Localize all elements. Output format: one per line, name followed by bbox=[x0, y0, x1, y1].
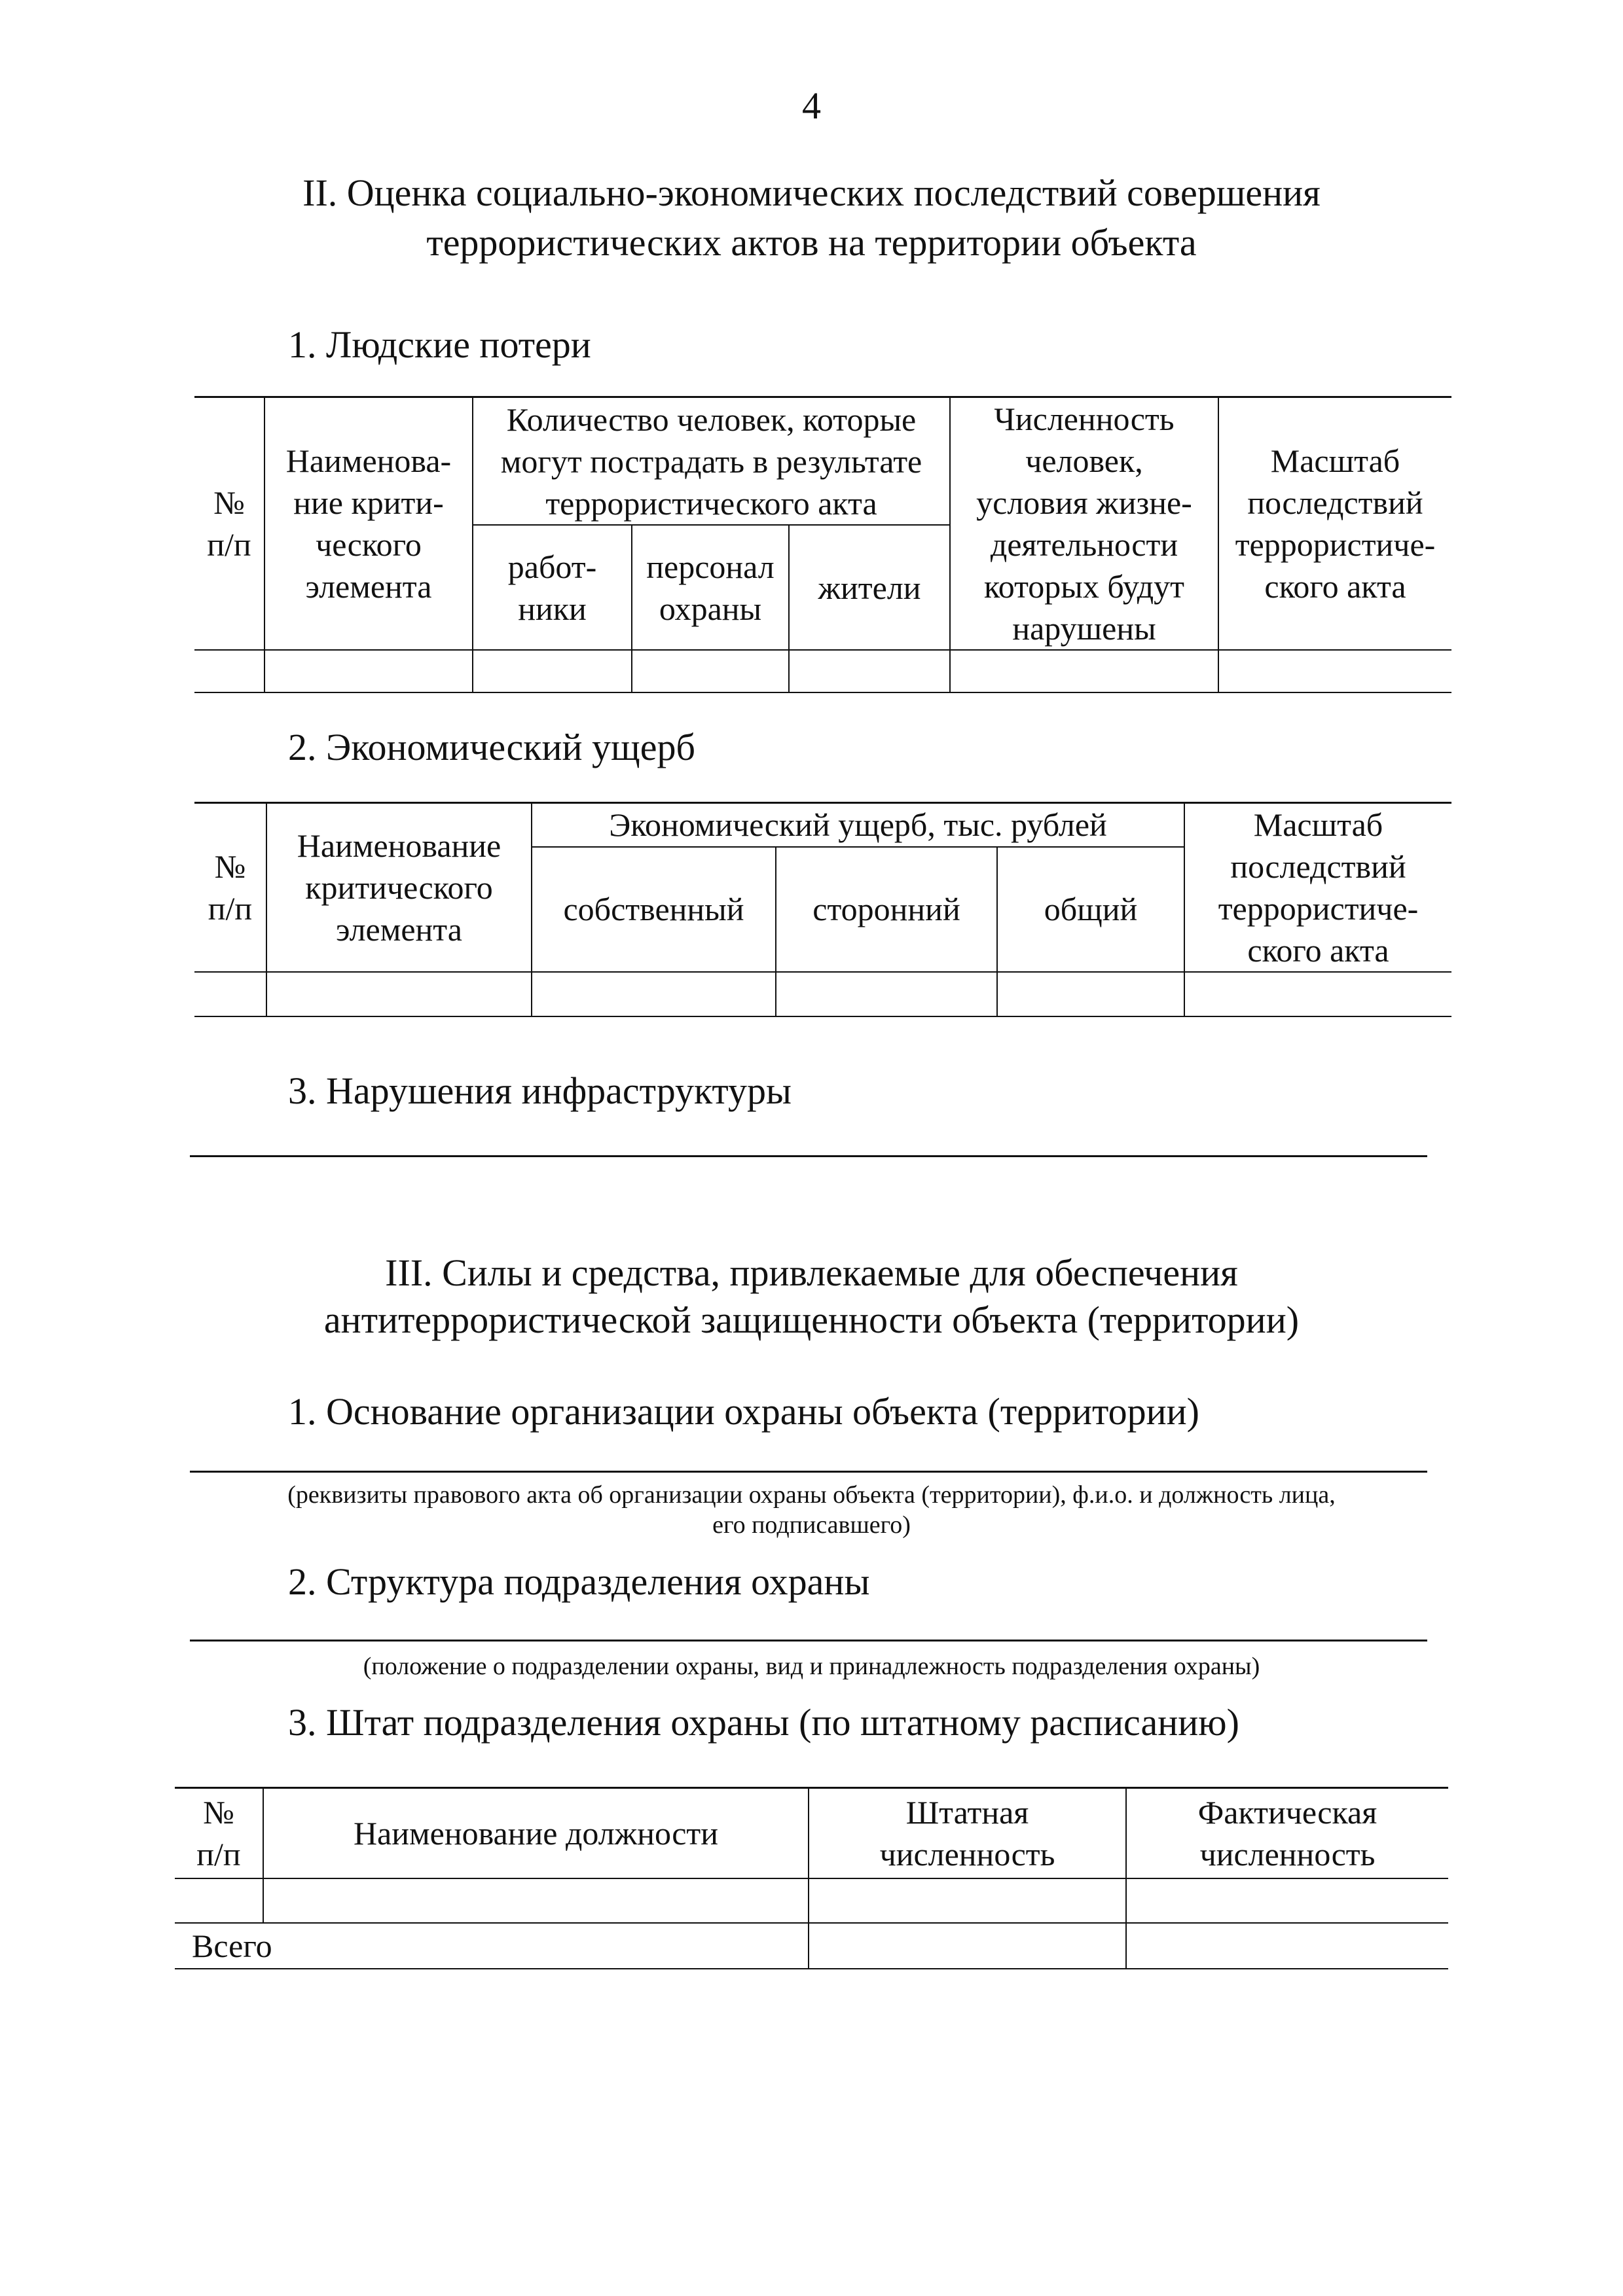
section2-title-line1: II. Оценка социально-экономических последствий совершения bbox=[302, 171, 1321, 214]
subsection-human-losses: 1. Людские потери bbox=[288, 323, 591, 366]
page-number: 4 bbox=[802, 84, 821, 127]
human-losses-table bbox=[194, 396, 1451, 693]
subsection-guard-basis: 1. Основание организации охраны объекта (территории) bbox=[288, 1390, 1199, 1433]
table-cell[interactable] bbox=[1126, 1878, 1448, 1923]
guard-basis-note-line2: его подписавшего) bbox=[712, 1511, 911, 1539]
table-cell[interactable] bbox=[266, 972, 532, 1016]
infrastructure-fill-line[interactable] bbox=[190, 1155, 1427, 1157]
table-row bbox=[194, 972, 1451, 1016]
col-header-scale: Масштаб последствий террористиче- ского акта bbox=[1218, 397, 1451, 651]
col-header-number: № п/п bbox=[194, 397, 264, 651]
table-cell[interactable] bbox=[532, 972, 776, 1016]
total-label: Всего bbox=[175, 1923, 809, 1969]
table-cell[interactable] bbox=[194, 972, 266, 1016]
col-header-residents: жители bbox=[789, 525, 950, 650]
col-header-position: Наименование должности bbox=[263, 1788, 809, 1878]
subsection-guard-staff: 3. Штат подразделения охраны (по штатному расписанию) bbox=[288, 1701, 1239, 1744]
table-cell[interactable] bbox=[194, 650, 264, 692]
guard-basis-fill-line[interactable] bbox=[190, 1471, 1427, 1473]
col-header-guards: персонал охраны bbox=[632, 525, 789, 650]
col-header-total: общий bbox=[997, 847, 1184, 972]
col-header-scale: Масштаб последствий террористиче- ского акта bbox=[1184, 803, 1451, 973]
guard-staff-table bbox=[175, 1787, 1448, 1969]
economic-damage-table bbox=[194, 802, 1451, 1017]
section2-title-line2: террористических актов на территории объекта bbox=[426, 221, 1197, 264]
guard-structure-note: (положение о подразделении охраны, вид и принадлежность подразделения охраны) bbox=[363, 1653, 1260, 1680]
col-header-number: № п/п bbox=[175, 1788, 263, 1878]
col-header-casualties-group: Количество человек, которые могут пострадать в результате террористического акта bbox=[473, 397, 950, 526]
table-cell[interactable] bbox=[473, 650, 632, 692]
table-row bbox=[194, 650, 1451, 692]
subsection-guard-structure: 2. Структура подразделения охраны bbox=[288, 1560, 870, 1603]
table-cell[interactable] bbox=[789, 650, 950, 692]
col-header-disrupted-people: Численность человек, условия жизне- деятельности которых будут нарушены bbox=[950, 397, 1218, 651]
col-header-own: собственный bbox=[532, 847, 776, 972]
table-cell[interactable] bbox=[950, 650, 1218, 692]
table-cell[interactable] bbox=[264, 650, 473, 692]
col-header-third-party: сторонний bbox=[776, 847, 997, 972]
section3-title-line1: III. Силы и средства, привлекаемые для обеспечения bbox=[385, 1251, 1238, 1294]
col-header-element-name: Наименование критического элемента bbox=[266, 803, 532, 973]
table-cell[interactable] bbox=[809, 1878, 1126, 1923]
table-cell[interactable] bbox=[263, 1878, 809, 1923]
col-header-number: № п/п bbox=[194, 803, 266, 973]
table-cell[interactable] bbox=[809, 1923, 1126, 1969]
table-row bbox=[175, 1878, 1448, 1923]
table-cell[interactable] bbox=[1126, 1923, 1448, 1969]
guard-structure-fill-line[interactable] bbox=[190, 1640, 1427, 1641]
table-cell[interactable] bbox=[997, 972, 1184, 1016]
col-header-workers: работ- ники bbox=[473, 525, 632, 650]
subsection-economic-damage: 2. Экономический ущерб bbox=[288, 726, 695, 768]
guard-basis-note-line1: (реквизиты правового акта об организации охраны объекта (территории), ф.и.о. и должность лица, bbox=[287, 1481, 1336, 1509]
section3-title-line2: антитеррористической защищенности объекта (территории) bbox=[323, 1299, 1300, 1341]
col-header-staff-count: Штатная численность bbox=[809, 1788, 1126, 1878]
total-row bbox=[175, 1923, 1448, 1969]
table-cell[interactable] bbox=[1184, 972, 1451, 1016]
col-header-actual-count: Фактическая численность bbox=[1126, 1788, 1448, 1878]
table-cell[interactable] bbox=[632, 650, 789, 692]
subsection-infrastructure: 3. Нарушения инфраструктуры bbox=[288, 1069, 792, 1112]
table-cell[interactable] bbox=[175, 1878, 263, 1923]
table-cell[interactable] bbox=[1218, 650, 1451, 692]
col-header-damage-group: Экономический ущерб, тыс. рублей bbox=[532, 803, 1184, 847]
col-header-element-name: Наименова- ние крити- ческого элемента bbox=[264, 397, 473, 651]
table-cell[interactable] bbox=[776, 972, 997, 1016]
